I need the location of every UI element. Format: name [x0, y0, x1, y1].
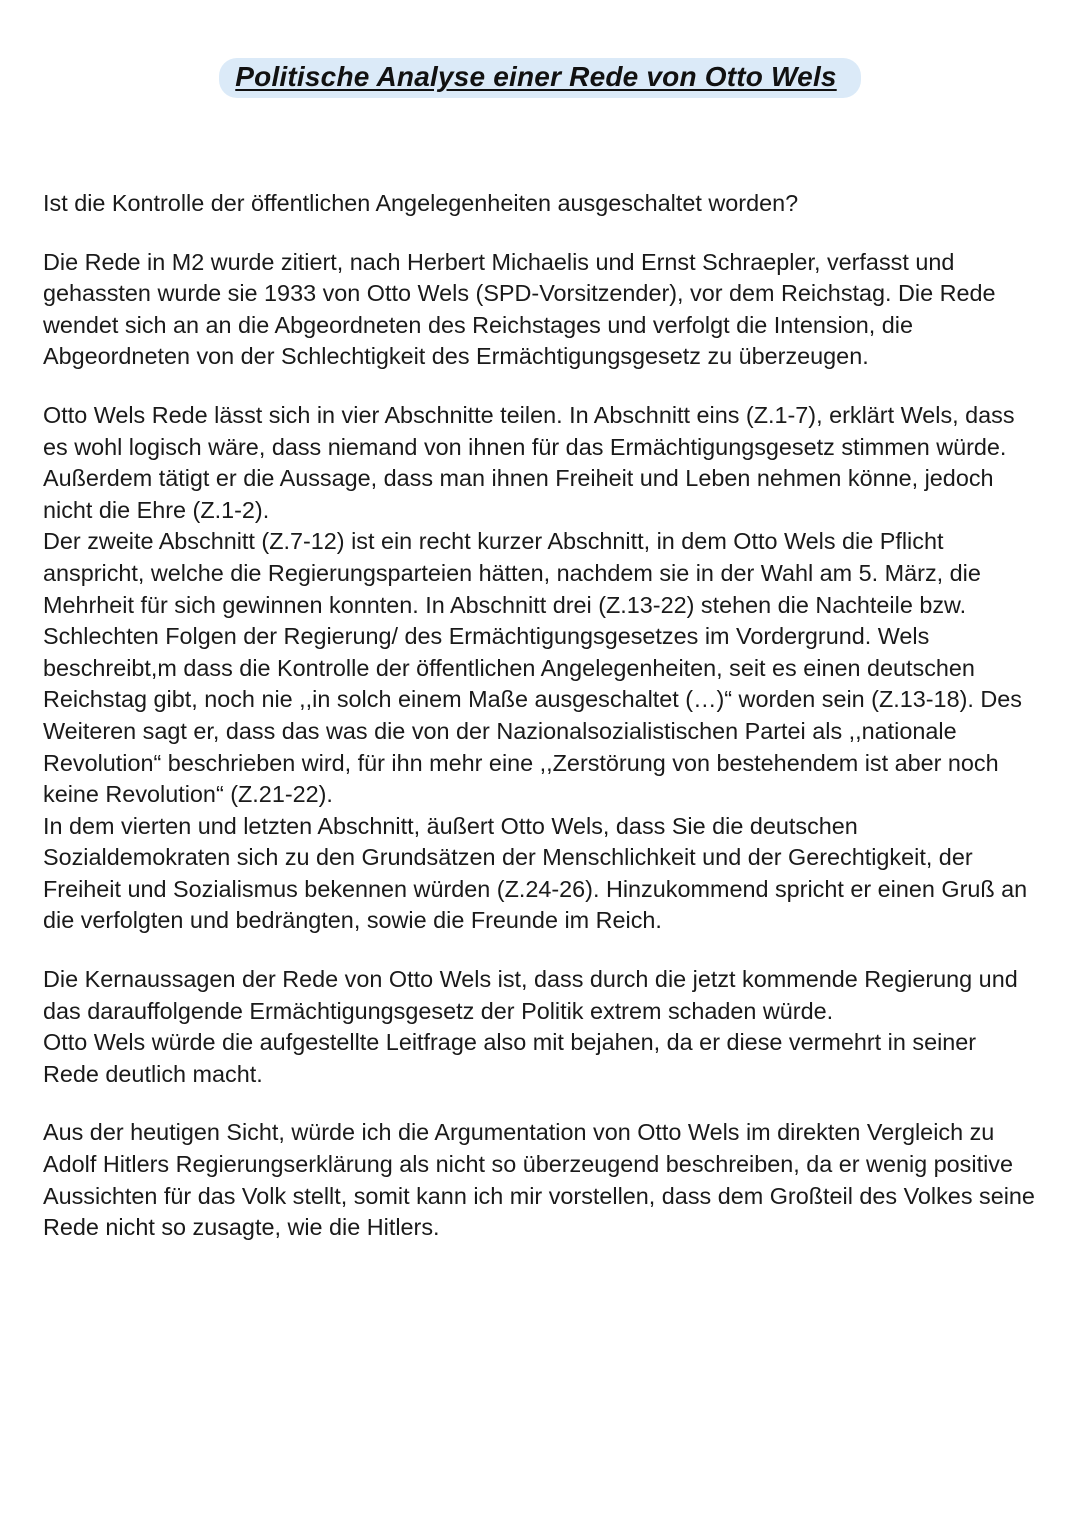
guiding-question: Ist die Kontrolle der öffentlichen Angelegenheiten ausgeschaltet worden? [43, 190, 799, 216]
core-statements-paragraph: Die Kernaussagen der Rede von Otto Wels ist, dass durch die jetzt kommende Regierung und das darauffolgende Ermächtigungsgesetz der Politik extrem schaden würde. [43, 966, 1018, 1024]
document-title: Politische Analyse einer Rede von Otto Wels [219, 58, 860, 98]
guiding-question-answer-paragraph: Otto Wels würde die aufgestellte Leitfrage also mit bejahen, da er diese vermehrt in seiner Rede deutlich macht. [43, 1029, 977, 1087]
paragraph-gap [43, 937, 1038, 964]
paragraph-gap [43, 373, 1038, 400]
evaluation-paragraph: Aus der heutigen Sicht, würde ich die Argumentation von Otto Wels im direkten Vergleich zu Adolf Hitlers Regierungserklärung als nicht so überzeugend beschreiben, da er wenig positive Aussichten für das Volk stellt, somit kann ich mir vorstellen, dass dem Großteil des Volkes seine Rede nicht so zusagte, wie die Hitlers. [43, 1119, 1035, 1241]
paragraph-gap [43, 1090, 1038, 1117]
intro-paragraph: Die Rede in M2 wurde zitiert, nach Herbert Michaelis und Ernst Schraepler, verfasst und gehassten wurde sie 1933 von Otto Wels (SPD-Vorsitzender), vor dem Reichstag. Die Rede wendet sich an an die Abgeordneten des Reichstages und verfolgt die Intension, die Abgeordneten von der Schlechtigkeit des Ermächtigungsgesetz zu überzeugen. [43, 248, 996, 370]
document-body [43, 188, 1038, 1244]
section-one-paragraph: Otto Wels Rede lässt sich in vier Abschnitte teilen. In Abschnitt eins (Z.1-7), erklärt Wels, dass es wohl logisch wäre, dass niemand von ihnen für das Ermächtigungsgesetz stimmen würde. Außerdem tätigt er die Aussage, dass man ihnen Freiheit und Leben nehmen könne, jedoch nicht die Ehre (Z.1-2). [43, 401, 1015, 523]
paragraph-gap [43, 220, 1038, 247]
title-area [0, 58, 1080, 98]
section-two-three-paragraph: Der zweite Abschnitt (Z.7-12) ist ein recht kurzer Abschnitt, in dem Otto Wels die Pflicht anspricht, welche die Regierungsparteien hätten, nachdem sie in der Wahl am 5. März, die Mehrheit für sich gewinnen konnten. In Abschnitt drei (Z.13-22) stehen die Nachteile bzw. Schlechten Folgen der Regierung/ des Ermächtigungsgesetzes im Vordergrund. Wels beschreibt,m dass die Kontrolle der öffentlichen Angelegenheiten, seit es einen deutschen Reichstag gibt, noch nie ,,in solch einem Maße ausgeschaltet (…)“ worden sein (Z.13-18). Des Weiteren sagt er, dass das was die von der Nazionalsozialistischen Partei als ,,nationale Revolution“ beschrieben wird, für ihn mehr eine ,,Zerstörung von bestehendem ist aber noch keine Revolution“ (Z.21-22). [43, 528, 1022, 808]
section-four-paragraph: In dem vierten und letzten Abschnitt, äußert Otto Wels, dass Sie die deutschen Sozialdemokraten sich zu den Grundsätzen der Menschlichkeit und der Gerechtigkeit, der Freiheit und Sozialismus bekennen würden (Z.24-26). Hinzukommend spricht er einen Gruß an die verfolgten und bedrängten, sowie die Freunde im Reich. [43, 812, 1028, 934]
